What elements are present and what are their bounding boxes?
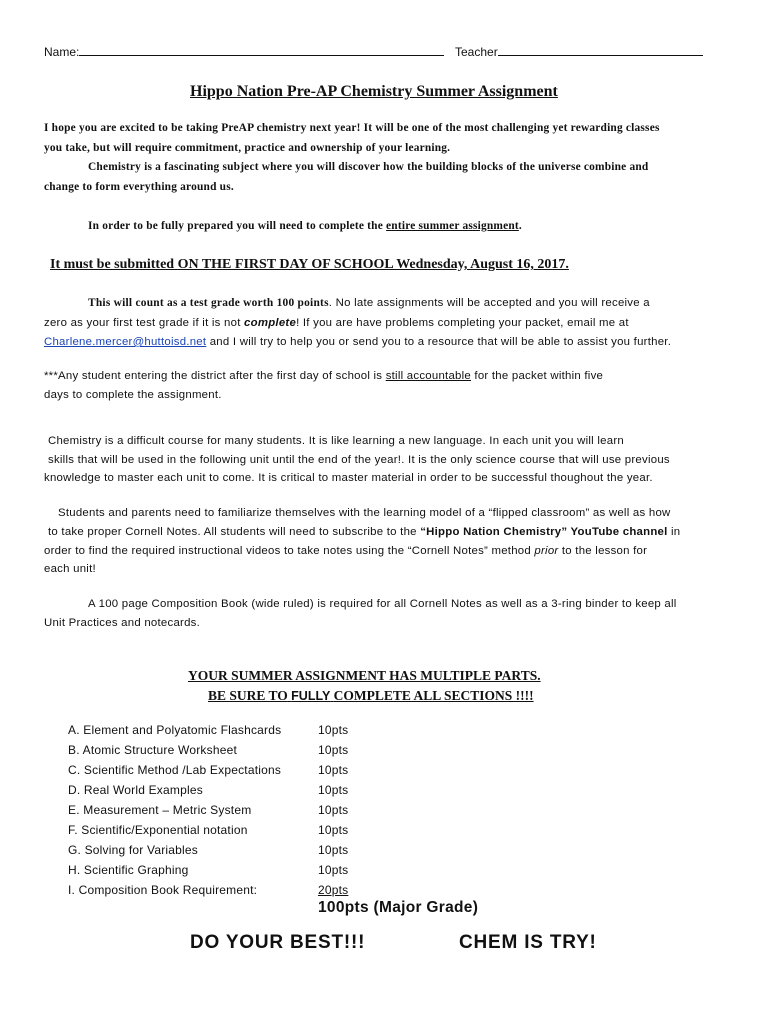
entire-summer-assignment: entire summer assignment xyxy=(386,220,519,232)
item-label: A. Element and Polyatomic Flashcards xyxy=(68,723,282,737)
complete-emphasis: complete xyxy=(244,317,297,329)
list-item xyxy=(68,803,348,823)
name-field[interactable] xyxy=(44,45,444,59)
list-item xyxy=(68,783,348,803)
footer-chem-is-try: CHEM IS TRY! xyxy=(459,932,597,953)
sections-heading-1: YOUR SUMMER ASSIGNMENT HAS MULTIPLE PARTS. xyxy=(188,668,541,683)
grading-line-2 xyxy=(44,317,629,329)
difficulty-line-3: knowledge to master each unit to come. It is critical to master material in order to be successful thoughout the year. xyxy=(44,472,653,484)
flipped-line-4: each unit! xyxy=(44,563,96,575)
flipped-line-2 xyxy=(48,526,680,538)
fully-emphasis: FULLY xyxy=(291,689,331,703)
intro-line-2: you take, but will require commitment, practice and ownership of your learning. xyxy=(44,142,451,154)
due-main: ON THE FIRST DAY OF SCHOOL Wednesday, August 16, 2017. xyxy=(177,257,569,272)
grading-rest: . No late assignments will be accepted and you will receive a xyxy=(328,297,650,309)
page-title: Hippo Nation Pre-AP Chemistry Summer Assignment xyxy=(190,83,558,100)
item-points: 10pts xyxy=(318,863,349,877)
teacher-field[interactable] xyxy=(455,45,703,59)
intro-line-5 xyxy=(88,220,522,232)
item-points: 20pts xyxy=(318,883,349,897)
list-item xyxy=(68,743,348,763)
item-label: C. Scientific Method /Lab Expectations xyxy=(68,763,282,777)
item-label: I. Composition Book Requirement: xyxy=(68,883,258,897)
transfer-pre: ***Any student entering the district after the first day of school is xyxy=(44,370,383,382)
list-item xyxy=(68,883,348,903)
prior-emphasis: prior xyxy=(534,545,559,557)
list-item xyxy=(68,863,348,883)
flipped-line-3 xyxy=(44,545,647,557)
name-label: Name: xyxy=(44,45,80,59)
grading-line-3-post: and I will try to help you or send you to a resource that will be able to assist you further. xyxy=(209,336,672,348)
intro-line-3: Chemistry is a fascinating subject where you will discover how the building blocks of the universe combine and xyxy=(88,161,649,173)
intro-line-4: change to form everything around us. xyxy=(44,181,234,193)
item-points: 10pts xyxy=(318,823,349,837)
composition-line-1: A 100 page Composition Book (wide ruled) is required for all Cornell Notes as well as a 3-ring binder to keep all xyxy=(88,598,677,610)
difficulty-line-1: Chemistry is a difficult course for many students. It is like learning a new language. In each unit you will learn xyxy=(48,435,624,447)
grading-line-2-pre: zero as your first test grade if it is not xyxy=(44,317,241,329)
flipped-line-3-pre: order to find the required instructional videos to take notes using the “Cornell Notes” method xyxy=(44,545,531,557)
assignment-list xyxy=(68,723,348,903)
transfer-line-2: days to complete the assignment. xyxy=(44,389,222,401)
intro-line-1: I hope you are excited to be taking PreAP chemistry next year! It will be one of the most challenging yet rewarding classes xyxy=(44,122,660,134)
item-points: 10pts xyxy=(318,743,349,757)
transfer-post: for the packet within five xyxy=(474,370,604,382)
item-label: D. Real World Examples xyxy=(68,783,203,797)
teacher-blank[interactable] xyxy=(498,55,703,56)
item-points: 10pts xyxy=(318,783,349,797)
email-link[interactable]: Charlene.mercer@huttoisd.net xyxy=(44,336,207,348)
transfer-line-1 xyxy=(44,370,603,382)
grading-line-2-post: ! If you are have problems completing your packet, email me at xyxy=(296,317,629,329)
list-item xyxy=(68,823,348,843)
item-points: 10pts xyxy=(318,843,349,857)
total-points: 100pts (Major Grade) xyxy=(318,899,479,916)
intro-line-5-post: . xyxy=(518,220,522,232)
sections-heading-2-pre: BE SURE TO xyxy=(208,688,288,703)
list-item xyxy=(68,723,348,743)
due-date-notice xyxy=(50,257,569,273)
sections-heading-2 xyxy=(208,688,534,704)
item-label: H. Scientific Graphing xyxy=(68,863,189,877)
composition-line-2: Unit Practices and notecards. xyxy=(44,617,201,629)
item-points: 10pts xyxy=(318,763,349,777)
item-label: B. Atomic Structure Worksheet xyxy=(68,743,237,757)
difficulty-line-2: skills that will be used in the following unit until the end of the year!. It is the only science course that will use previous xyxy=(48,454,670,466)
footer-do-your-best: DO YOUR BEST!!! xyxy=(190,932,366,953)
teacher-label: Teacher xyxy=(455,45,498,59)
grading-line-1 xyxy=(88,297,650,309)
intro-line-5-pre: In order to be fully prepared you will need to complete the xyxy=(88,220,383,232)
item-label: G. Solving for Variables xyxy=(68,843,198,857)
due-pre: It must be submitted xyxy=(50,257,175,272)
flipped-line-1: Students and parents need to familiarize themselves with the learning model of a “flipped classroom” as well as how xyxy=(58,507,671,519)
name-blank[interactable] xyxy=(79,55,444,56)
still-accountable: still accountable xyxy=(385,370,471,382)
item-points: 10pts xyxy=(318,723,349,737)
youtube-channel: “Hippo Nation Chemistry” YouTube channel xyxy=(420,526,668,538)
flipped-line-2-post: in xyxy=(670,526,681,538)
flipped-line-2-pre: to take proper Cornell Notes. All students will need to subscribe to the xyxy=(48,526,417,538)
sections-heading-2-post: COMPLETE ALL SECTIONS !!!! xyxy=(333,688,534,703)
flipped-line-3-post: to the lesson for xyxy=(561,545,648,557)
item-label: F. Scientific/Exponential notation xyxy=(68,823,248,837)
grading-bold: This will count as a test grade worth 100 points xyxy=(88,297,329,309)
item-label: E. Measurement – Metric System xyxy=(68,803,252,817)
item-points: 10pts xyxy=(318,803,349,817)
grading-line-3 xyxy=(44,336,671,348)
list-item xyxy=(68,843,348,863)
list-item xyxy=(68,763,348,783)
